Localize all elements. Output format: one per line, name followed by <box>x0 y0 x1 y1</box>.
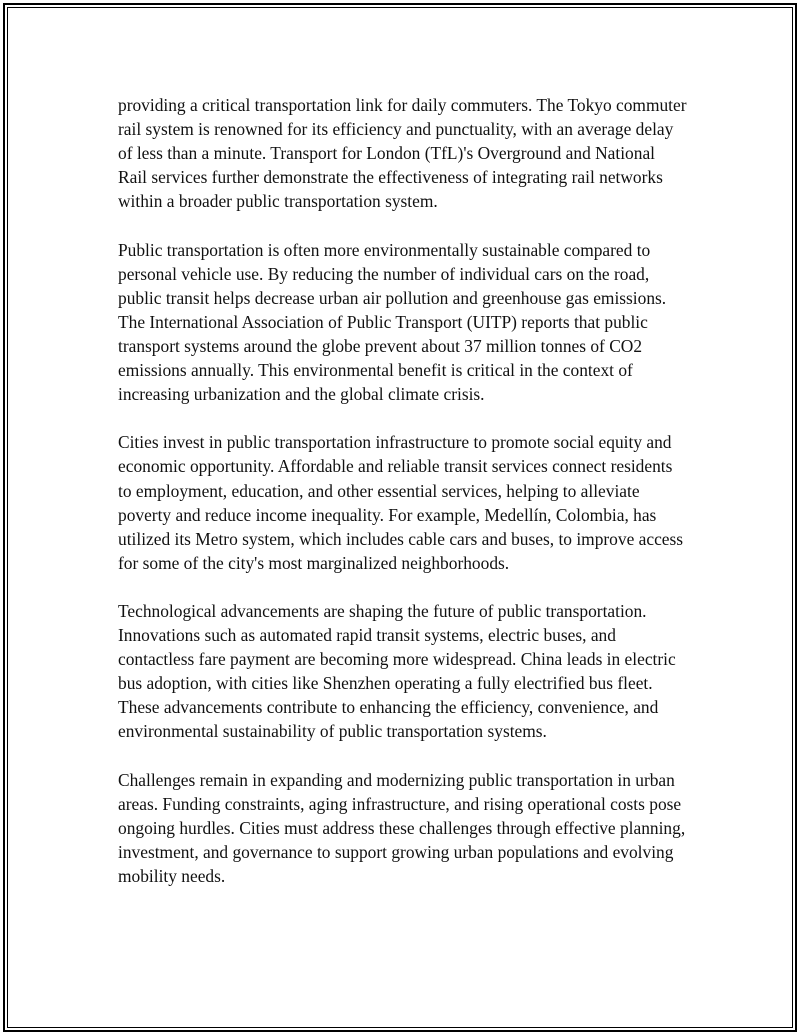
paragraph-technology: Technological advancements are shaping the future of public transportation. Innovations such as automated rapid transit systems, electric buses, and contactless fare payment are becoming more widespread. China leads in electric bus adoption, with cities like Shenzhen operating a fully electrified bus fleet. These advancements contribute to enhancing the efficiency, convenience, and environmental sustainability of public transportation systems. <box>118 600 676 742</box>
paragraph-challenges: Challenges remain in expanding and modernizing public transportation in urban areas. Funding constraints, aging infrastructure, and rising operational costs pose ongoing hurdles. Cities must address these challenges through effective planning, investment, and governance to support growing urban populations and evolving mobility needs. <box>118 769 686 886</box>
document-body <box>118 93 688 912</box>
paragraph-environment: Public transportation is often more environmentally sustainable compared to personal vehicle use. By reducing the number of individual cars on the road, public transit helps decrease urban air pollution and greenhouse gas emissions. The International Association of Public Transport (UITP) reports that public transport systems around the globe prevent about 37 million tonnes of CO2 emissions annually. This environmental benefit is critical in the context of increasing urbanization and the global climate crisis. <box>118 239 667 405</box>
paragraph-rail-commuting: providing a critical transportation link for daily commuters. The Tokyo commuter rail system is renowned for its efficiency and punctuality, with an average delay of less than a minute. Transport for London (TfL)'s Overground and National Rail services further demonstrate the effectiveness of integrating rail networks within a broader public transportation system. <box>118 95 687 212</box>
paragraph-social-equity: Cities invest in public transportation infrastructure to promote social equity and economic opportunity. Affordable and reliable transit services connect residents to employment, education, and other essential services, helping to alleviate poverty and reduce income inequality. For example, Medellín, Colombia, has utilized its Metro system, which includes cable cars and buses, to improve access for some of the city's most marginalized neighborhoods. <box>118 432 684 573</box>
